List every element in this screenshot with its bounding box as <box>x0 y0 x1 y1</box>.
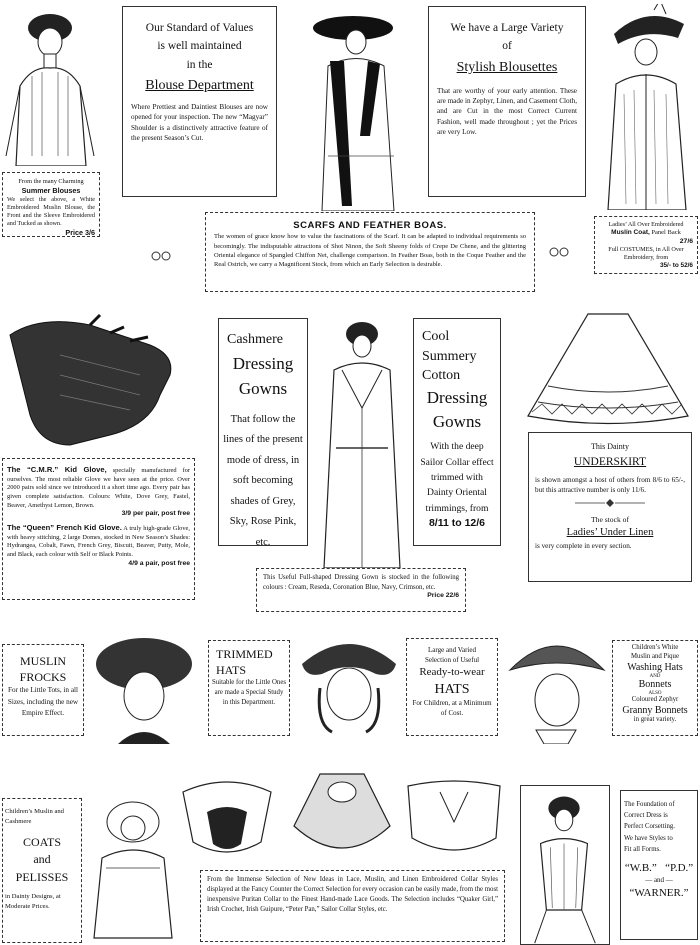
blouse-heading: Blouse Department <box>145 78 254 94</box>
corsets-brand2: “P.D.” <box>665 862 694 875</box>
corset-lady-illustration <box>520 785 610 945</box>
underskirt-line1: This Dainty <box>591 442 629 451</box>
washing-line8: Granny Bonnets <box>622 704 688 716</box>
collar-illustration-1 <box>175 772 279 862</box>
cotton-line1: Cool <box>422 329 450 344</box>
cotton-line5: Gowns <box>432 411 482 431</box>
jacket-lady-illustration <box>594 4 698 210</box>
blousettes-line2: of <box>502 40 512 53</box>
blouse-line3: in the <box>186 58 213 71</box>
queen-heading: The “Queen” French Kid Glove. <box>7 523 122 533</box>
muslin-frocks-ad <box>2 644 84 736</box>
ready-line4: HATS <box>434 681 470 697</box>
queen-price: 4/9 a pair, post free <box>128 559 190 567</box>
queen-body: A truly high-grade Glove, with heavy stitching, 2 large Domes, stocked in New Season’s Shades: Hydrangea, Cobalt, Fawn, French Grey, Biscuit, Beaver, Putty, Mole, and Black, each colour with Self or Black Points. <box>7 525 190 558</box>
trimmed-line2: HATS <box>216 662 247 677</box>
corsets-line5: Fit all Forms. <box>624 845 661 853</box>
corsets-ad <box>620 790 698 940</box>
washing-line1: Children’s White <box>631 644 679 651</box>
summer-blouses-ad <box>2 172 100 237</box>
washing-line9: in great variety. <box>633 716 677 724</box>
frocks-line2: FROCKS <box>19 670 67 685</box>
cotton-line4: Dressing <box>426 387 488 407</box>
collar-body: From the Immense Selection of New Ideas in Lace, Muslin, and Linen Embroidered Collar Styles displayed at the Fancy Counter the Correct Selection for every occasion can be easily made, from the most inexpensive Puritan Collar to the Finest Hand-made Lace Goods. The Selection includes “Quaker Girl,” Irish Crochet, Irish Guipure, “Peter Pan,” Sailor Collar Styles, etc. <box>207 876 498 914</box>
cashmere-body: That follow the lines of the present mode of dress, in soft becoming shades of Grey, Sky, Rose Pink, etc. <box>223 413 303 548</box>
blouse-lady-illustration <box>2 6 98 166</box>
corsets-line2: Correct Dress is <box>624 812 668 820</box>
corsets-brand-row <box>624 861 694 876</box>
scarfs-heading: SCARFS AND FEATHER BOAS. <box>293 220 447 231</box>
muslin-coat-line2: Panel Back <box>651 229 681 237</box>
cotton-dressing-gowns-ad <box>413 318 501 546</box>
blouse-body: Where Prettiest and Daintiest Blouses are now opened for your inspection. The new “Magyar” Shoulder is a distinctively attractive feature of the present Season’s Cut. <box>131 102 268 143</box>
coats-line1: Children’s Muslin and <box>5 808 64 815</box>
cmr-heading: The “C.M.R.” Kid Glove, <box>7 465 107 474</box>
washing-hats-ad <box>612 640 698 736</box>
washing-line6: ALSO <box>648 690 662 696</box>
underskirt-body: is shown amongst a host of others from 8/6 to 65/-, but this attractive number is only 11/6. <box>535 476 685 495</box>
underskirt-divider <box>535 496 685 514</box>
blousettes-body: That are worthy of your early attention. These are made in Zephyr, Linen, and Casement Cloth, and are Cut in the most Correct Current Fashion, well made throughout ; yet the Prices are very Low. <box>437 86 577 137</box>
cotton-price: 8/11 to 12/6 <box>428 517 486 530</box>
muslin-coat-heading: Muslin Coat, <box>611 229 650 237</box>
dressing-gown-note-body: This Useful Full-shaped Dressing Gown is stocked in the following colours : Cream, Reseda, Coronation Blue, Navy, Crimson, etc. <box>263 574 459 591</box>
ready-line2: Selection of Useful <box>424 656 480 665</box>
washing-line5: Bonnets <box>638 679 672 691</box>
ready-body: For Children, at a Minimum of Cost. <box>412 699 492 718</box>
frocks-line1: MUSLIN <box>19 654 66 668</box>
summer-heading: Summer Blouses <box>21 186 81 196</box>
ready-to-wear-hats-ad <box>406 638 498 736</box>
child-hat-illustration-2 <box>296 624 402 736</box>
dressing-gown-lady-illustration <box>316 318 408 568</box>
collar-illustration-2 <box>290 766 394 866</box>
queen-paragraph <box>7 523 190 560</box>
kid-gloves-ad <box>2 458 195 600</box>
trimmed-hats-ad <box>208 640 290 736</box>
muslin-coat-headline <box>599 229 693 237</box>
flower-ornament-left <box>150 248 172 264</box>
underskirt-heading2: Ladies’ Under Linen <box>566 526 654 538</box>
underskirt-line2: The stock of <box>591 514 629 524</box>
cotton-line2: Summery <box>422 348 477 364</box>
cashmere-line1: Cashmere <box>227 332 283 347</box>
washing-line2: Muslin and Pique <box>631 652 679 660</box>
trimmed-body: Suitable for the Little Ones are made a Special Study in this Department. <box>212 679 286 706</box>
underskirt-ad <box>528 432 692 582</box>
summer-price: Price 3/6 <box>65 227 95 237</box>
muslin-coat-ad <box>594 216 698 274</box>
collar-styles-ad <box>200 870 505 942</box>
corsets-line3: Perfect Corsetting. <box>624 823 675 831</box>
blouse-line2: is well maintained <box>157 40 242 53</box>
child-hat-illustration-3 <box>506 626 608 744</box>
corsets-brand1: “W.B.” <box>624 862 657 875</box>
summer-body: We select the above, a White Embroidered Muslin Blouse, the Front and the Sleeve Embroidered and Tucked as shown. <box>7 195 95 227</box>
cmr-paragraph <box>7 465 190 510</box>
frocks-body: For the Little Tots, in all Sizes, including the new Empire Effect. <box>7 686 79 717</box>
coats-line7: Moderate Prices. <box>5 902 50 910</box>
fur-stole-lady-illustration <box>298 6 418 211</box>
cotton-body: With the deep Sailor Collar effect trimmed with Dainty Oriental trimmings, from <box>420 441 494 514</box>
coats-line4: and <box>33 852 51 867</box>
ready-line3: Ready-to-wear <box>419 666 485 679</box>
child-hat-illustration-1 <box>94 634 194 744</box>
blouse-line1: Our Standard of Values <box>145 22 254 34</box>
child-coat-illustration <box>88 798 178 944</box>
muslin-coat-line1: Ladies’ All Over Embroidered <box>608 221 684 228</box>
muslin-coat-price2: 35/- to 52/6 <box>659 261 693 269</box>
blousettes-heading: Stylish Blousettes <box>456 59 558 75</box>
cashmere-dressing-gowns-ad <box>218 318 308 546</box>
corsets-line1: The Foundation of <box>624 801 675 808</box>
kid-glove-illustration <box>0 305 195 455</box>
corsets-brand3: “WARNER.” <box>629 887 689 900</box>
corsets-line4: We have Styles to <box>624 834 673 842</box>
corsets-line6: — and — <box>645 876 673 885</box>
summer-line1: From the many Charming <box>18 178 84 185</box>
trimmed-line1: TRIMMED <box>216 647 273 661</box>
flower-ornament-right <box>548 244 570 260</box>
blouse-department-ad <box>122 6 277 197</box>
dressing-gown-note-ad <box>256 568 466 612</box>
coats-pelisses-ad <box>2 798 82 943</box>
underskirt-line3: is very complete in every section. <box>535 541 632 550</box>
washing-line7: Coloured Zephyr <box>631 696 679 704</box>
coats-line6: in Dainty Designs, at <box>5 893 61 901</box>
cmr-price: 3/9 per pair, post free <box>121 510 190 518</box>
cashmere-line3: Gowns <box>238 379 288 399</box>
coats-line3: COATS <box>22 835 61 850</box>
blousettes-line1: We have a Large Variety <box>450 22 564 34</box>
stylish-blousettes-ad <box>428 6 586 197</box>
ready-line1: Large and Varied <box>428 646 476 654</box>
coats-line2: Cashmere <box>5 817 32 825</box>
cmr-body: specially manufactured for ourselves. The most reliable Glove we have seen at the price. Over 2000 pairs sold since we introduced it a short time ago. Every pair has given complete satisfaction. Colours: White, Dove Grey, Fastel, Beaver, Amethyst Lemon, Brown. <box>7 467 190 509</box>
scarfs-body: The women of grace know how to value the fascinations of the Scarf. It can be adapted to individual requirements so becomingly. The indisputable attractions of Shot Ninon, the Soft Sheeny folds of Crepe De Chene, and the glittering Oriental elegance of Spangled Chiffon Net, challenge comparison. In Feather Boas, both in the Coque Feather and the Real Ostrich, we carry a Magnificent Stock, from which an Early Selection is desirable. <box>214 233 526 268</box>
muslin-coat-line3: Full COSTUMES, in All Over Embroidery, from <box>608 245 684 261</box>
washing-line3: Washing Hats <box>627 661 683 673</box>
collar-illustration-3 <box>400 772 508 860</box>
underskirt-heading: UNDERSKIRT <box>573 455 647 468</box>
cashmere-line2: Dressing <box>232 353 294 373</box>
underskirt-illustration <box>518 306 698 426</box>
dressing-gown-note-price: Price 22/6 <box>427 592 459 600</box>
muslin-coat-price: 27/6 <box>679 237 693 245</box>
coats-line5: PELISSES <box>15 869 69 884</box>
scarfs-feather-boas-ad <box>205 212 535 292</box>
washing-line4: AND <box>649 673 661 679</box>
cotton-line3: Cotton <box>422 368 461 384</box>
